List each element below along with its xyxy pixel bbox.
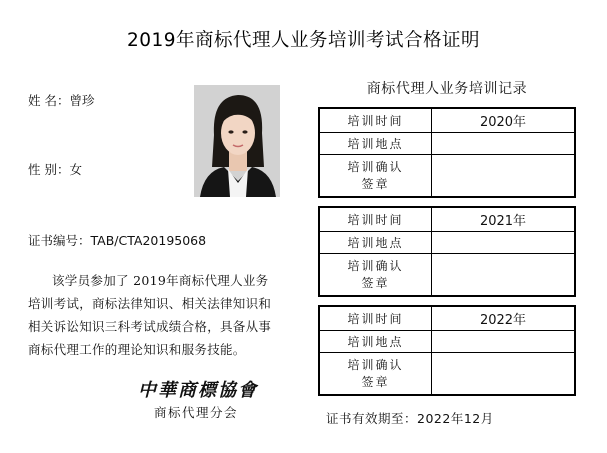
association-logo-text: 中華商標協會 (138, 380, 258, 401)
name-field (28, 91, 95, 109)
validity-value: 2022年12月 (417, 411, 494, 426)
confirm-label (320, 254, 432, 295)
place-label: 培训地点 (320, 331, 432, 352)
cert-number-label: 证书编号： (28, 233, 91, 248)
confirm-value (432, 254, 574, 295)
record-row-confirm (320, 352, 574, 394)
record-row-place (320, 330, 574, 352)
record-row-time (320, 109, 574, 132)
record-table-3 (318, 305, 576, 396)
confirm-label-line1: 培训确认 (347, 258, 404, 273)
record-row-confirm (320, 253, 574, 295)
records-title: 商标代理人业务培训记录 (366, 81, 528, 97)
record-row-time (320, 208, 574, 231)
holder-photo (194, 85, 280, 197)
record-table-1 (318, 107, 576, 198)
validity-field (326, 409, 494, 427)
place-label: 培训地点 (320, 232, 432, 253)
certificate-title: 2019年商标代理人业务培训考试合格证明 (126, 30, 481, 51)
record-row-place (320, 132, 574, 154)
gender-field (28, 160, 82, 178)
year-value: 2022年 (479, 313, 527, 328)
name-label: 姓 名： (28, 93, 70, 108)
cert-number-value: TAB/CTA20195068 (90, 233, 207, 248)
record-row-place (320, 231, 574, 253)
gender-value: 女 (69, 162, 82, 177)
name-value: 曾珍 (69, 93, 95, 108)
confirm-value (432, 155, 574, 196)
issuer-branch: 商标代理分会 (154, 405, 239, 420)
statement-paragraph (28, 269, 296, 361)
time-label: 培训时间 (320, 208, 432, 231)
time-label: 培训时间 (320, 307, 432, 330)
record-row-confirm (320, 154, 574, 196)
confirm-label-line2: 签章 (361, 275, 390, 290)
place-value (432, 133, 574, 154)
year-value: 2021年 (479, 214, 527, 229)
place-value (432, 232, 574, 253)
confirm-label-line2: 签章 (361, 176, 390, 191)
confirm-label (320, 353, 432, 394)
place-label: 培训地点 (320, 133, 432, 154)
confirm-value (432, 353, 574, 394)
validity-label: 证书有效期至： (326, 411, 418, 426)
record-table-2 (318, 206, 576, 297)
confirm-label (320, 155, 432, 196)
statement-line: 培训考试，商标法律知识、相关法律知识和 (28, 296, 272, 311)
time-label: 培训时间 (320, 109, 432, 132)
confirm-label-line2: 签章 (361, 374, 390, 389)
confirm-label-line1: 培训确认 (347, 159, 404, 174)
gender-label: 性 别： (28, 162, 70, 177)
place-value (432, 331, 574, 352)
record-row-time (320, 307, 574, 330)
statement-line: 相关诉讼知识三科考试成绩合格，具备从事 (28, 319, 272, 334)
cert-number-field (28, 231, 206, 249)
confirm-label-line1: 培训确认 (347, 357, 404, 372)
statement-line: 商标代理工作的理论知识和服务技能。 (28, 342, 246, 357)
portrait-image (194, 85, 280, 197)
year-value: 2020年 (479, 115, 527, 130)
statement-line: 该学员参加了 2019年商标代理人业务 (52, 273, 269, 288)
